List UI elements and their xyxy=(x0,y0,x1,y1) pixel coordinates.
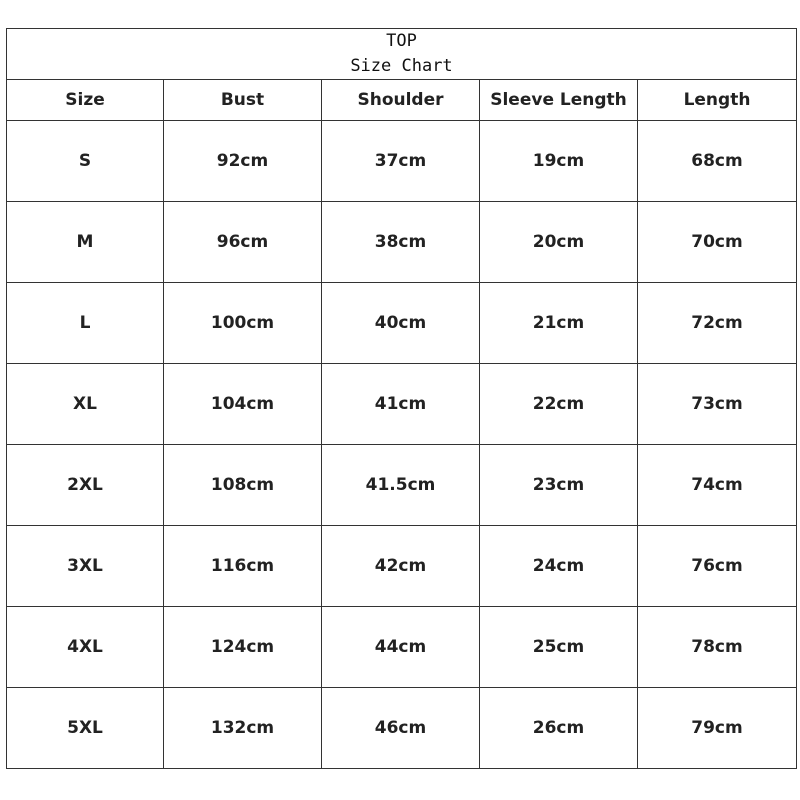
size-cell: S xyxy=(7,121,164,202)
length-cell: 74cm xyxy=(638,445,797,526)
length-cell: 70cm xyxy=(638,202,797,283)
size-cell: M xyxy=(7,202,164,283)
size-cell: 5XL xyxy=(7,688,164,769)
length-cell: 78cm xyxy=(638,607,797,688)
shoulder-cell: 42cm xyxy=(322,526,480,607)
size-cell: L xyxy=(7,283,164,364)
sleeve-length-cell: 25cm xyxy=(480,607,638,688)
chart-title-cell xyxy=(7,29,797,80)
shoulder-cell: 46cm xyxy=(322,688,480,769)
size-cell: XL xyxy=(7,364,164,445)
table-row xyxy=(7,283,797,364)
bust-cell: 124cm xyxy=(164,607,322,688)
length-cell: 76cm xyxy=(638,526,797,607)
sleeve-length-cell: 22cm xyxy=(480,364,638,445)
table-row xyxy=(7,364,797,445)
table-row xyxy=(7,445,797,526)
chart-title: TOP xyxy=(386,31,417,51)
column-header-shoulder: Shoulder xyxy=(322,80,480,121)
size-cell: 3XL xyxy=(7,526,164,607)
table-row xyxy=(7,526,797,607)
table-row xyxy=(7,607,797,688)
shoulder-cell: 44cm xyxy=(322,607,480,688)
bust-cell: 108cm xyxy=(164,445,322,526)
chart-subtitle: Size Chart xyxy=(350,56,453,76)
bust-cell: 116cm xyxy=(164,526,322,607)
length-cell: 73cm xyxy=(638,364,797,445)
sleeve-length-cell: 21cm xyxy=(480,283,638,364)
table-row xyxy=(7,121,797,202)
table-row xyxy=(7,688,797,769)
size-cell: 4XL xyxy=(7,607,164,688)
header-row xyxy=(7,80,797,121)
sleeve-length-cell: 24cm xyxy=(480,526,638,607)
shoulder-cell: 40cm xyxy=(322,283,480,364)
column-header-size: Size xyxy=(7,80,164,121)
sleeve-length-cell: 19cm xyxy=(480,121,638,202)
size-cell: 2XL xyxy=(7,445,164,526)
bust-cell: 104cm xyxy=(164,364,322,445)
bust-cell: 92cm xyxy=(164,121,322,202)
column-header-length: Length xyxy=(638,80,797,121)
shoulder-cell: 41cm xyxy=(322,364,480,445)
shoulder-cell: 41.5cm xyxy=(322,445,480,526)
length-cell: 79cm xyxy=(638,688,797,769)
column-header-bust: Bust xyxy=(164,80,322,121)
shoulder-cell: 38cm xyxy=(322,202,480,283)
sleeve-length-cell: 20cm xyxy=(480,202,638,283)
length-cell: 68cm xyxy=(638,121,797,202)
sleeve-length-cell: 23cm xyxy=(480,445,638,526)
table-row xyxy=(7,202,797,283)
size-chart-table xyxy=(6,28,797,769)
length-cell: 72cm xyxy=(638,283,797,364)
bust-cell: 96cm xyxy=(164,202,322,283)
shoulder-cell: 37cm xyxy=(322,121,480,202)
title-row xyxy=(7,29,797,80)
sleeve-length-cell: 26cm xyxy=(480,688,638,769)
column-header-sleeve-length: Sleeve Length xyxy=(480,80,638,121)
bust-cell: 100cm xyxy=(164,283,322,364)
bust-cell: 132cm xyxy=(164,688,322,769)
